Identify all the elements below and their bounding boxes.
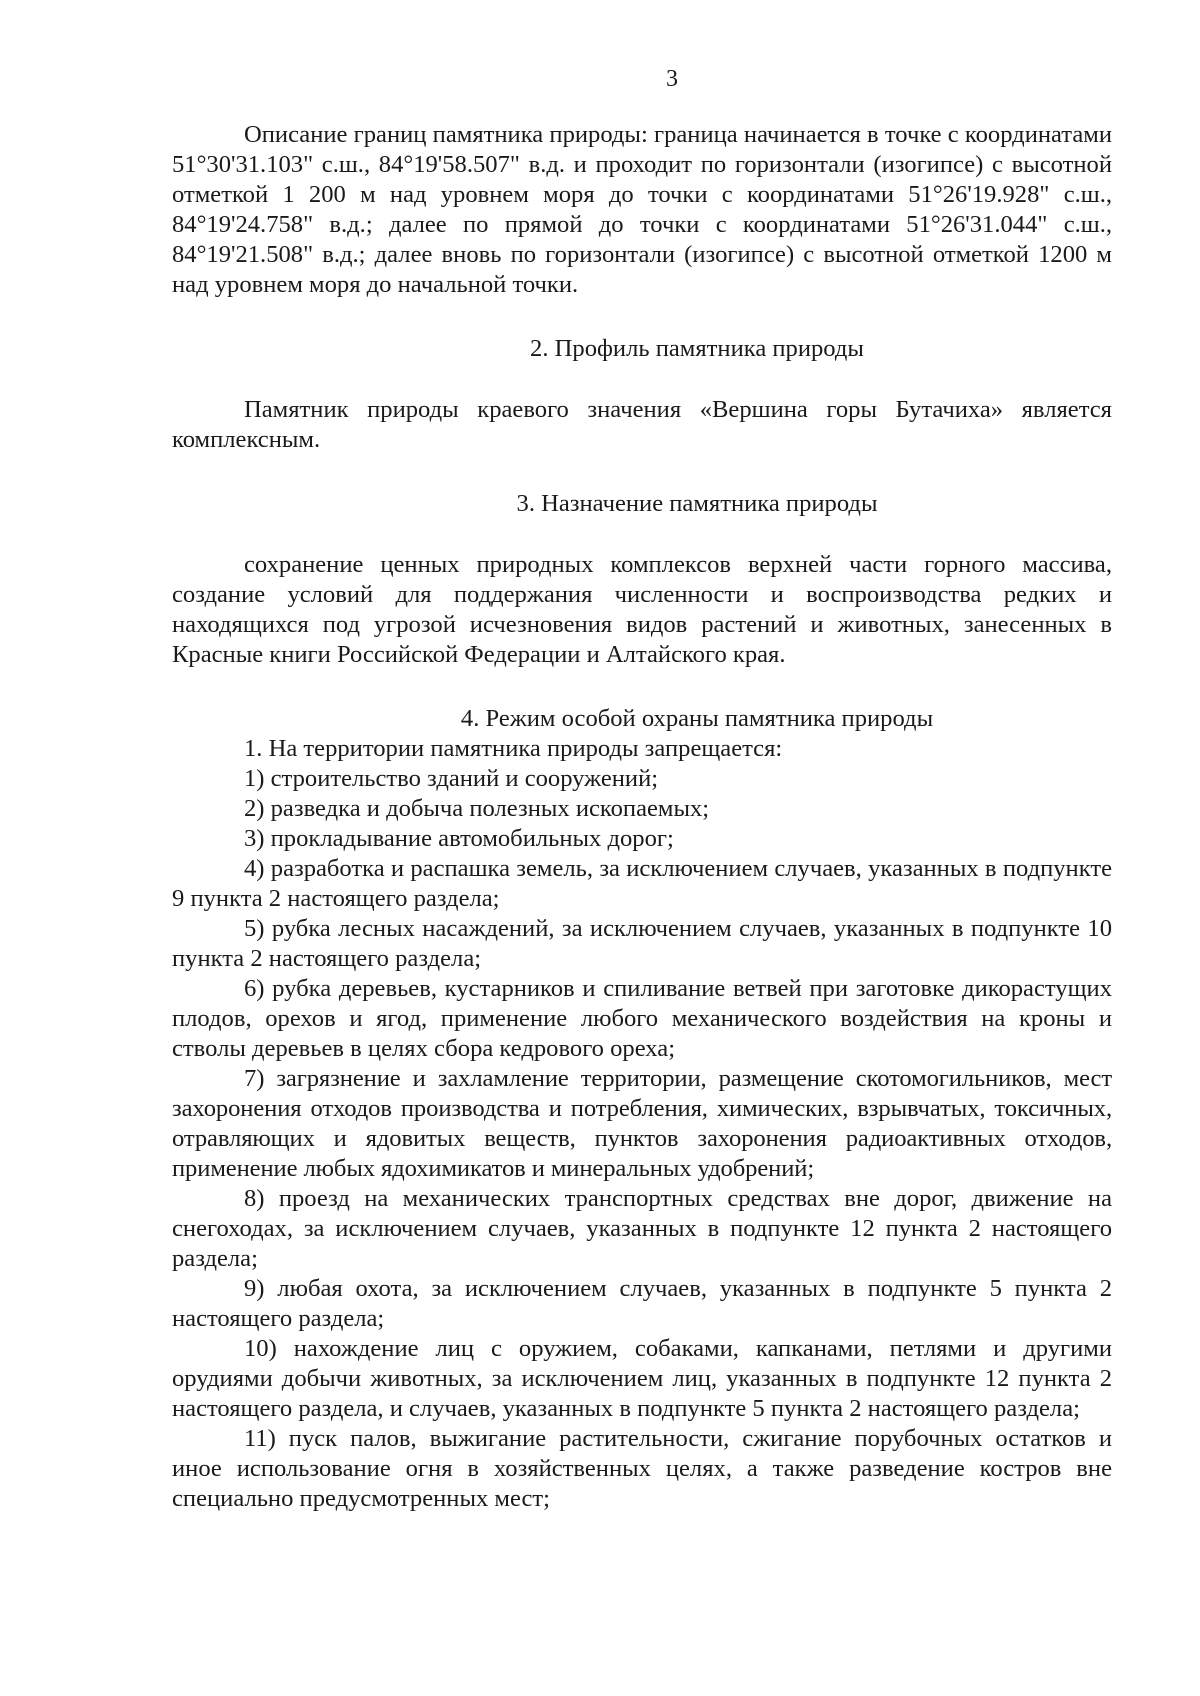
list-item: 2) разведка и добыча полезных ископаемых; [244,795,710,822]
document-page [172,64,1112,1514]
regime-intro: 1. На территории памятника природы запрещается: [244,735,783,762]
list-item: 9) любая охота, за исключением случаев, указанных в подпункте 5 пункта 2 настоящего раздела; [172,1275,1112,1332]
section-heading-purpose: 3. Назначение памятника природы [516,490,878,517]
page-number: 3 [666,66,678,92]
list-item: 8) проезд на механических транспортных средствах вне дорог, движение на снегоходах, за исключением случаев, указанных в подпункте 12 пункта 2 настоящего раздела; [172,1185,1112,1272]
list-item: 10) нахождение лиц с оружием, собаками, капканами, петлями и другими орудиями добычи животных, за исключением лиц, указанных в подпункте 12 пункта 2 настоящего раздела, и случаев, указанных в подпункте 5 пункта 2 настоящего раздела; [172,1335,1112,1422]
list-item: 4) разработка и распашка земель, за исключением случаев, указанных в подпункте 9 пункта 2 настоящего раздела; [172,855,1112,912]
section-heading-regime: 4. Режим особой охраны памятника природы [460,705,934,732]
list-item: 6) рубка деревьев, кустарников и спиливание ветвей при заготовке дикорастущих плодов, орехов и ягод, применение любого механического воздействия на кроны и стволы деревьев в целях сбора кедрового ореха; [172,975,1112,1062]
section-heading-profile: 2. Профиль памятника природы [530,335,864,362]
list-item: 11) пуск палов, выжигание растительности, сжигание порубочных остатков и иное использование огня в хозяйственных целях, а также разведение костров вне специально предусмотренных мест; [172,1425,1112,1512]
list-item: 5) рубка лесных насаждений, за исключением случаев, указанных в подпункте 10 пункта 2 настоящего раздела; [172,915,1112,972]
list-item: 7) загрязнение и захламление территории, размещение скотомогильников, мест захоронения отходов производства и потребления, химических, взрывчатых, токсичных, отравляющих и ядовитых веществ, пунктов захоронения радиоактивных отходов, применение любых ядохимикатов и минеральных удобрений; [172,1065,1112,1182]
boundary-description: Описание границ памятника природы: граница начинается в точке с координатами 51°30'31.103" с.ш., 84°19'58.507" в.д. и проходит по горизонтали (изогипсе) с высотной отметкой 1 200 м над уровнем моря до точки с координатами 51°26'19.928" с.ш., 84°19'24.758" в.д.; далее по прямой до точки с координатами 51°26'31.044" с.ш., 84°19'21.508" в.д.; далее вновь по горизонтали (изогипсе) с высотной отметкой 1200 м над уровнем моря до начальной точки. [172,121,1112,298]
list-item: 1) строительство зданий и сооружений; [244,765,659,792]
profile-text: Памятник природы краевого значения «Вершина горы Бутачиха» является комплексным. [172,396,1112,453]
purpose-text: сохранение ценных природных комплексов верхней части горного массива, создание условий для поддержания численности и воспроизводства редких и находящихся под угрозой исчезновения видов растений и животных, занесенных в Красные книги Российской Федерации и Алтайского края. [172,551,1112,668]
list-item: 3) прокладывание автомобильных дорог; [244,825,674,852]
